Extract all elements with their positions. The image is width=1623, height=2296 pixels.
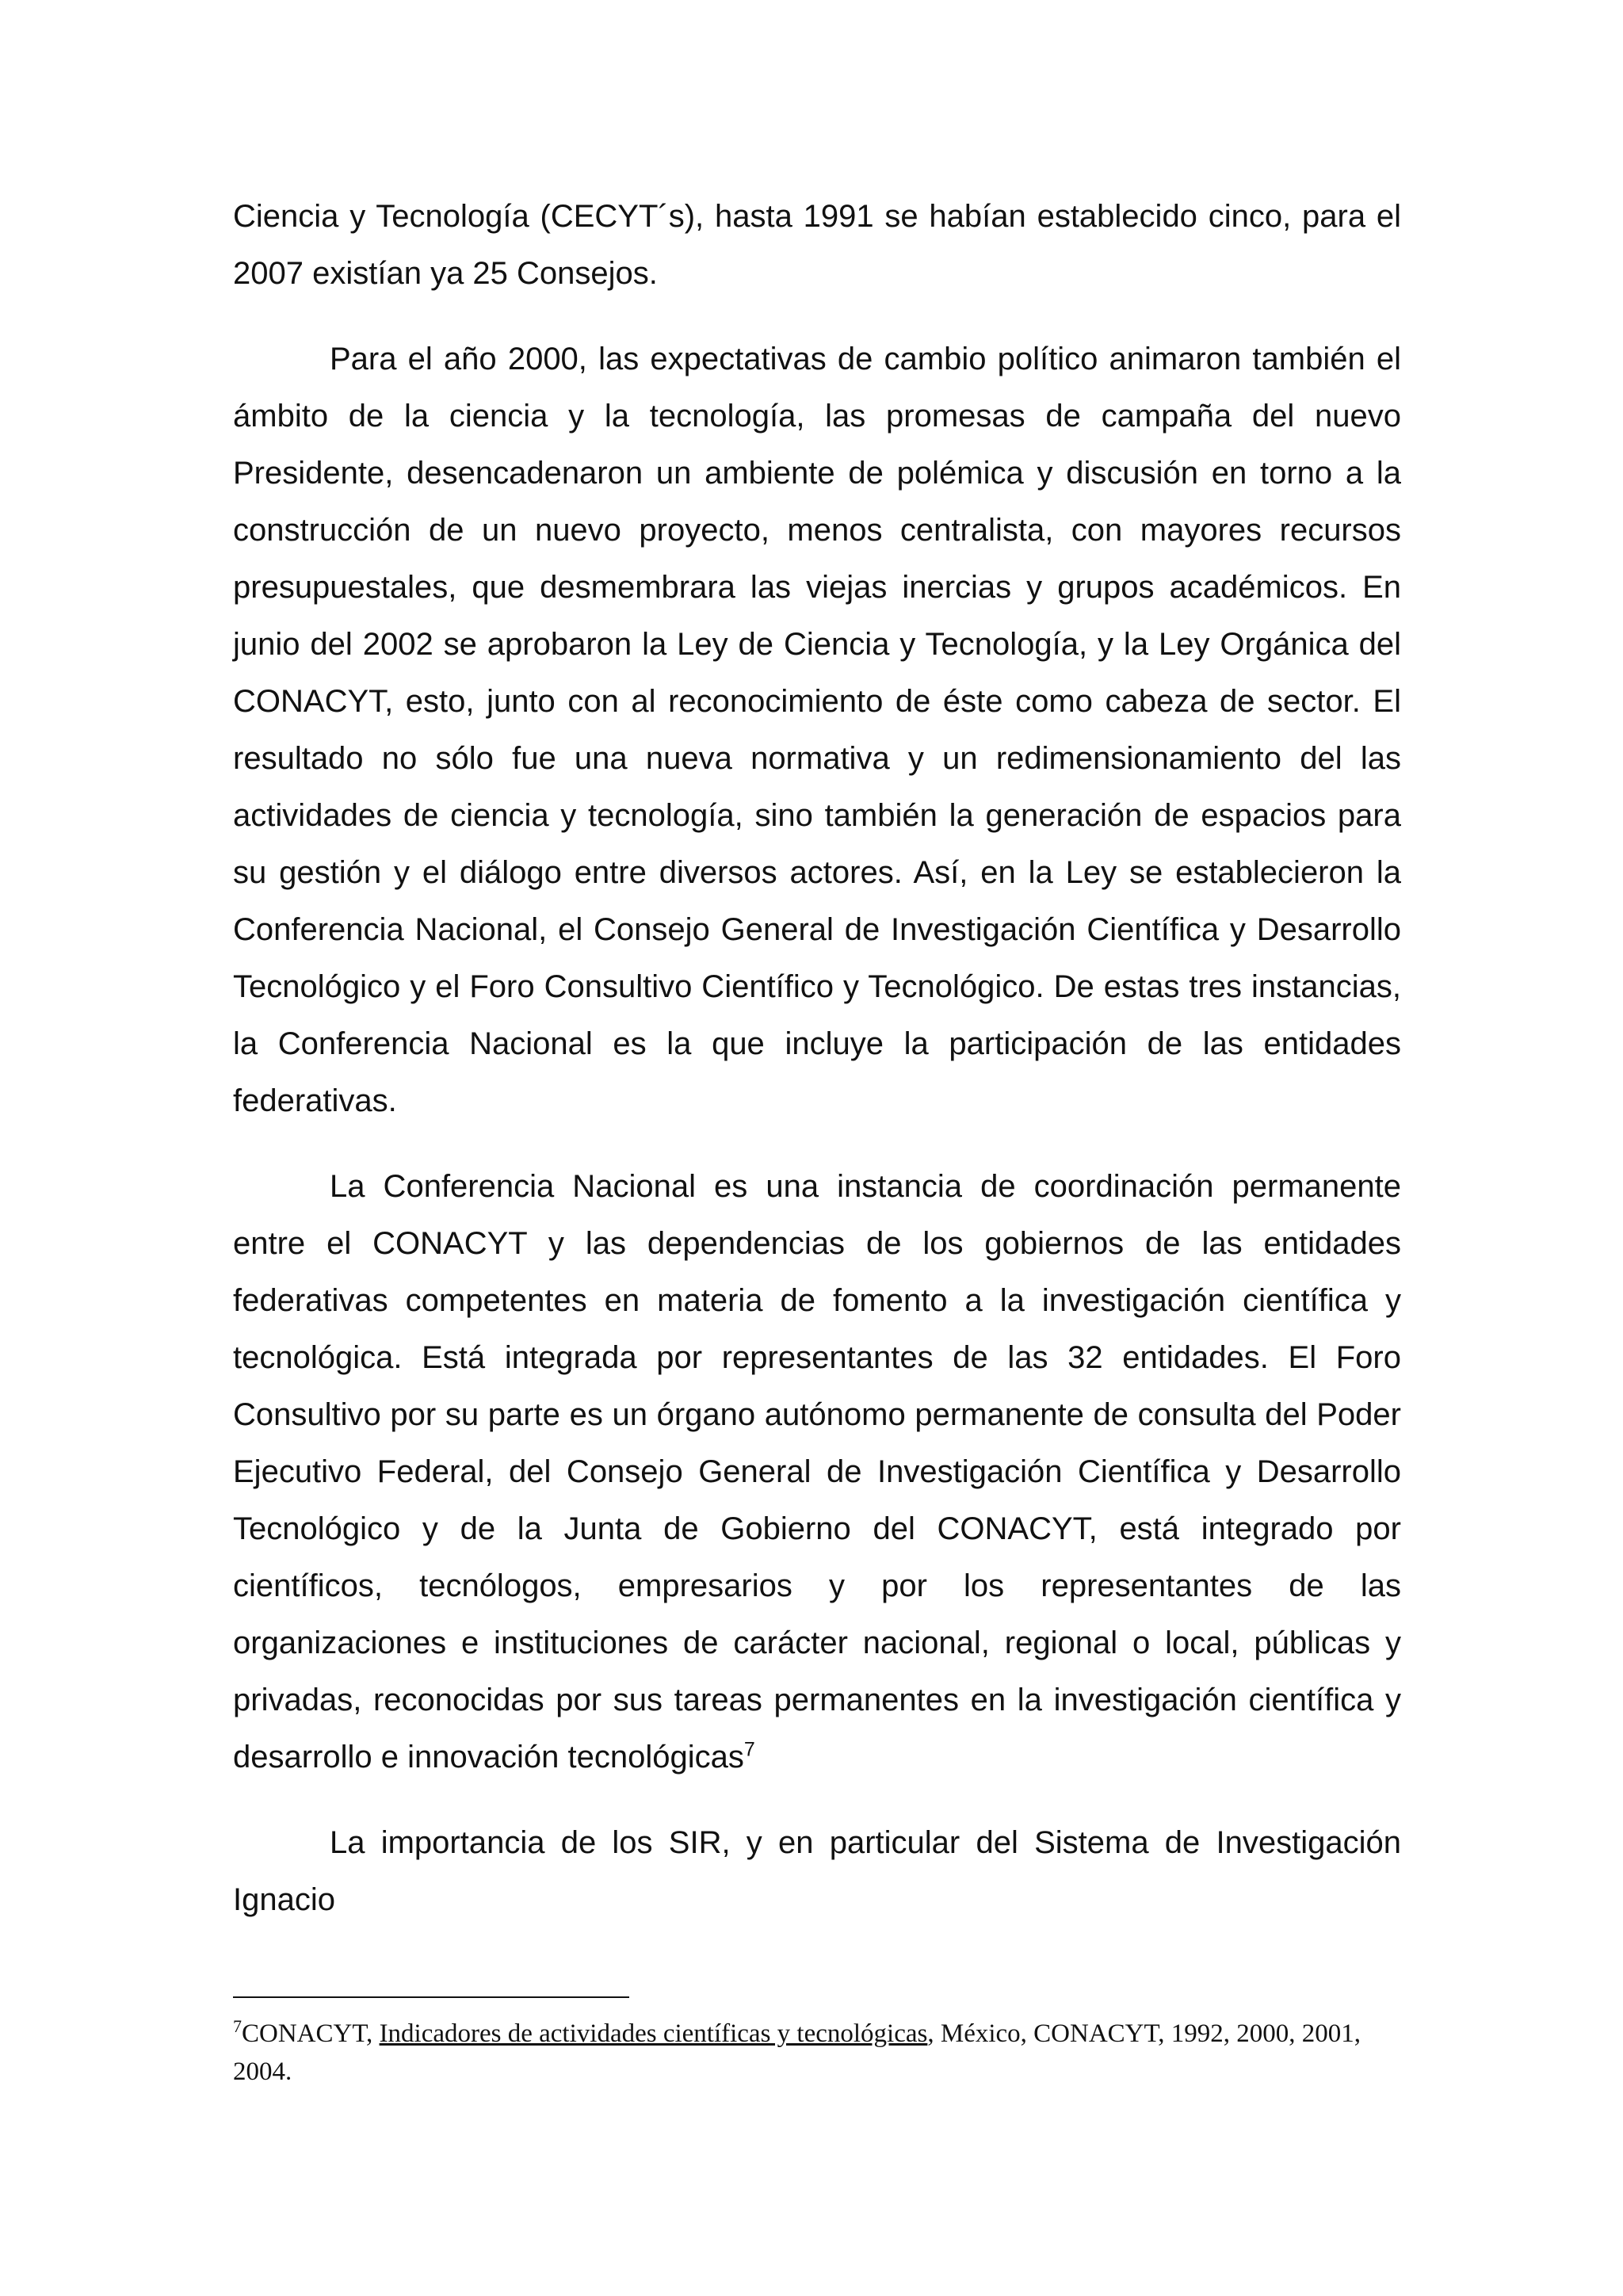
paragraph-continuation: Ciencia y Tecnología (CECYT´s), hasta 1991 se habían establecido cinco, para el 2007 existían ya 25 Consejos.: [233, 199, 1401, 291]
footnote-details: , México, CONACYT, 1992, 2000, 2001, 2004.: [233, 2019, 1361, 2086]
body-text: [233, 188, 1401, 1957]
paragraph-importancia-sir: La importancia de los SIR, y en particular del Sistema de Investigación Ignacio: [233, 1825, 1401, 1917]
paragraph-conferencia-nacional: [233, 1158, 1401, 1786]
footnote-number: 7: [233, 2016, 242, 2036]
footnote-title: Indicadores de actividades científicas y tecnológicas: [379, 2019, 928, 2048]
footnote-author: CONACYT,: [242, 2019, 380, 2048]
paragraph-2000-expectations: Para el año 2000, las expectativas de cambio político animaron también el ámbito de la ciencia y la tecnología, las promesas de campaña del nuevo Presidente, desencadenaron un ambiente de polémica y discusión en torno a la construcción de un nuevo proyecto, menos centralista, con mayores recursos presupuestales, que desmembrara las viejas inercias y grupos académicos. En junio del 2002 se aprobaron la Ley de Ciencia y Tecnología, y la Ley Orgánica del CONACYT, esto, junto con al reconocimiento de éste como cabeza de sector. El resultado no sólo fue una nueva normativa y un redimensionamiento del las actividades de ciencia y tecnología, sino también la generación de espacios para su gestión y el diálogo entre diversos actores. Así, en la Ley se establecieron la Conferencia Nacional, el Consejo General de Investigación Científica y Desarrollo Tecnológico y el Foro Consultivo Científico y Tecnológico. De estas tres instancias, la Conferencia Nacional es la que incluye la participación de las entidades federativas.: [233, 342, 1401, 1118]
footnote-reference: 7: [743, 1738, 755, 1761]
footnote-separator: [233, 1996, 629, 1998]
footnote: [233, 2015, 1401, 2091]
paragraph-conferencia-text: La Conferencia Nacional es una instancia de coordinación permanente entre el CONACYT y las dependencias de los gobiernos de las entidades federativas competentes en materia de fomento a la investigación científica y tecnológica. Está integrada por representantes de las 32 entidades. El Foro Consultivo por su parte es un órgano autónomo permanente de consulta del Poder Ejecutivo Federal, del Consejo General de Investigación Científica y Desarrollo Tecnológico y de la Junta de Gobierno del CONACYT, está integrado por científicos, tecnólogos, empresarios y por los representantes de las organizaciones e instituciones de carácter nacional, regional o local, públicas y privadas, reconocidas por sus tareas permanentes en la investigación científica y desarrollo e innovación tecnológicas: [233, 1169, 1401, 1775]
